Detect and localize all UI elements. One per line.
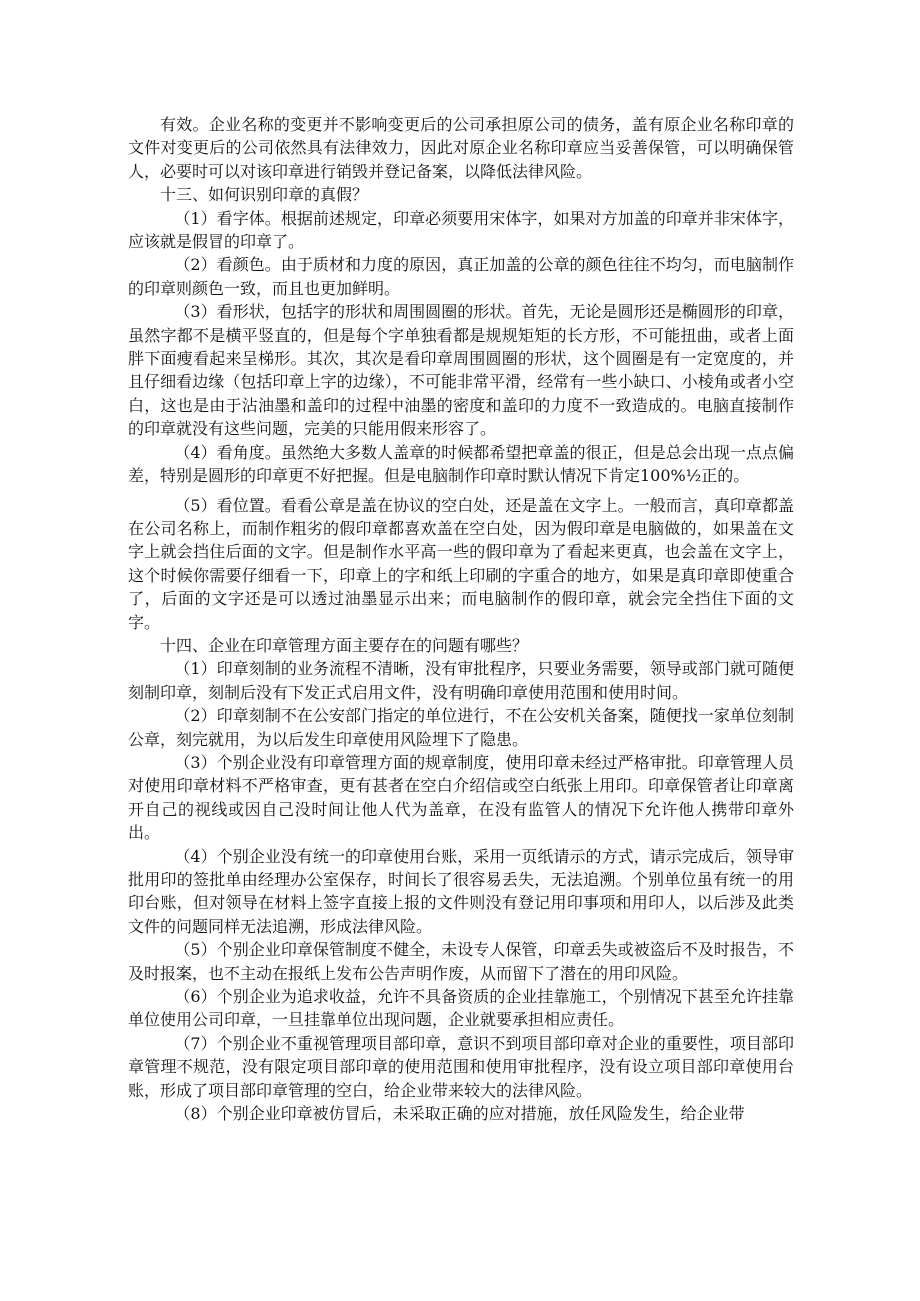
document-page — [128, 113, 794, 1125]
paragraph-continuation: 有效。企业名称的变更并不影响变更后的公司承担原公司的债务，盖有原企业名称印章的文件对变更后的公司依然具有法律效力，因此对原企业名称印章应当妥善保管，可以明确保管人，必要时可以对该印章进行销毁并登记备案，以降低法律风险。 — [128, 115, 794, 181]
list-item: （3）看形状，包括字的形状和周围圆圈的形状。首先，无论是圆形还是椭圆形的印章，虽然字都不是横平竖直的，但是每个字单独看都是规规矩矩的长方形，不可能扭曲，或者上面胖下面瘦看起来呈梯形。其次，其次是看印章周围圆圈的形状，这个圆圈是有一定宽度的，并且仔细看边缘（包括印章上字的边缘），不可能非常平滑，经常有一些小缺口、小棱角或者小空白，这也是由于沾油墨和盖印的过程中油墨的密度和盖印的力度不一致造成的。电脑直接制作的印章就没有这些问题，完美的只能用假来形容了。 — [128, 302, 794, 439]
list-item: （7）个别企业不重视管理项目部印章，意识不到项目部印章对企业的重要性，项目部印章管理不规范，没有限定项目部印章的使用范围和使用审批程序，没有设立项目部印章使用台账，形成了项目部印章管理的空白，给企业带来较大的法律风险。 — [128, 1033, 794, 1100]
section-heading-14: 十四、企业在印章管理方面主要存在的问题有哪些？ — [160, 635, 529, 655]
list-item: （4）个别企业没有统一的印章使用台账，采用一页纸请示的方式，请示完成后，领导审批用印的签批单由经理办公室保存，时间长了很容易丢失，无法追溯。个别单位虽有统一的用印台账，但对领导在材料上签字直接上报的文件则没有登记用印事项和用印人，以后涉及此类文件的问题同样无法追溯，形成法律风险。 — [128, 846, 794, 936]
list-item: （6）个别企业为追求收益，允许不具备资质的企业挂靠施工，个别情况下甚至允许挂靠单位使用公司印章，一旦挂靠单位出现问题，企业就要承担相应责任。 — [128, 987, 794, 1030]
list-item: （1）看字体。根据前述规定，印章必须要用宋体字，如果对方加盖的印章并非宋体字，应该就是假冒的印章了。 — [128, 208, 794, 252]
list-item: （5）看位置。看看公章是盖在协议的空白处，还是盖在文字上。一般而言，真印章都盖在公司名称上，而制作粗劣的假印章都喜欢盖在空白处，因为假印章是电脑做的，如果盖在文字上就会挡住后面的文字。但是制作水平高一些的假印章为了看起来更真，也会盖在文字上，这个时候你需要仔细看一下，印章上的字和纸上印刷的字重合的地方，如果是真印章即使重合了，后面的文字还是可以透过油墨显示出来；而电脑制作的假印章，就会完全挡住下面的文字。 — [128, 495, 794, 632]
list-item: （4）看角度。虽然绝大多数人盖章的时候都希望把章盖的很正，但是总会出现一点点偏差，特别是圆形的印章更不好把握。但是电脑制作印章时默认情况下肯定100%½正的。 — [128, 442, 794, 486]
section-heading-13: 十三、如何识别印章的真假？ — [160, 185, 369, 205]
list-item: （2）印章刻制不在公安部门指定的单位进行，不在公安机关备案，随便找一家单位刻制公章，刻完就用，为以后发生印章使用风险埋下了隐患。 — [128, 706, 794, 749]
list-item: （3）个别企业没有印章管理方面的规章制度，使用印章未经过严格审批。印章管理人员对使用印章材料不严格审查，更有甚者在空白介绍信或空白纸张上用印。印章保管者让印章离开自己的视线或因自己没时间让他人代为盖章，在没有监管人的情况下允许他人携带印章外出。 — [128, 752, 794, 843]
list-item: （1）印章刻制的业务流程不清晰，没有审批程序，只要业务需要，领导或部门就可随便刻制印章，刻制后没有下发正式启用文件，没有明确印章使用范围和使用时间。 — [128, 659, 794, 702]
list-item: （2）看颜色。由于质材和力度的原因，真正加盖的公章的颜色往往不均匀，而电脑制作的印章则颜色一致，而且也更加鲜明。 — [128, 255, 794, 298]
list-item: （8）个别企业印章被仿冒后，未采取正确的应对措施，放任风险发生，给企业带 — [174, 1104, 745, 1124]
list-item: （5）个别企业印章保管制度不健全，未设专人保管，印章丢失或被盗后不及时报告，不及时报案，也不主动在报纸上发布公告声明作废，从而留下了潜在的用印风险。 — [128, 940, 794, 983]
